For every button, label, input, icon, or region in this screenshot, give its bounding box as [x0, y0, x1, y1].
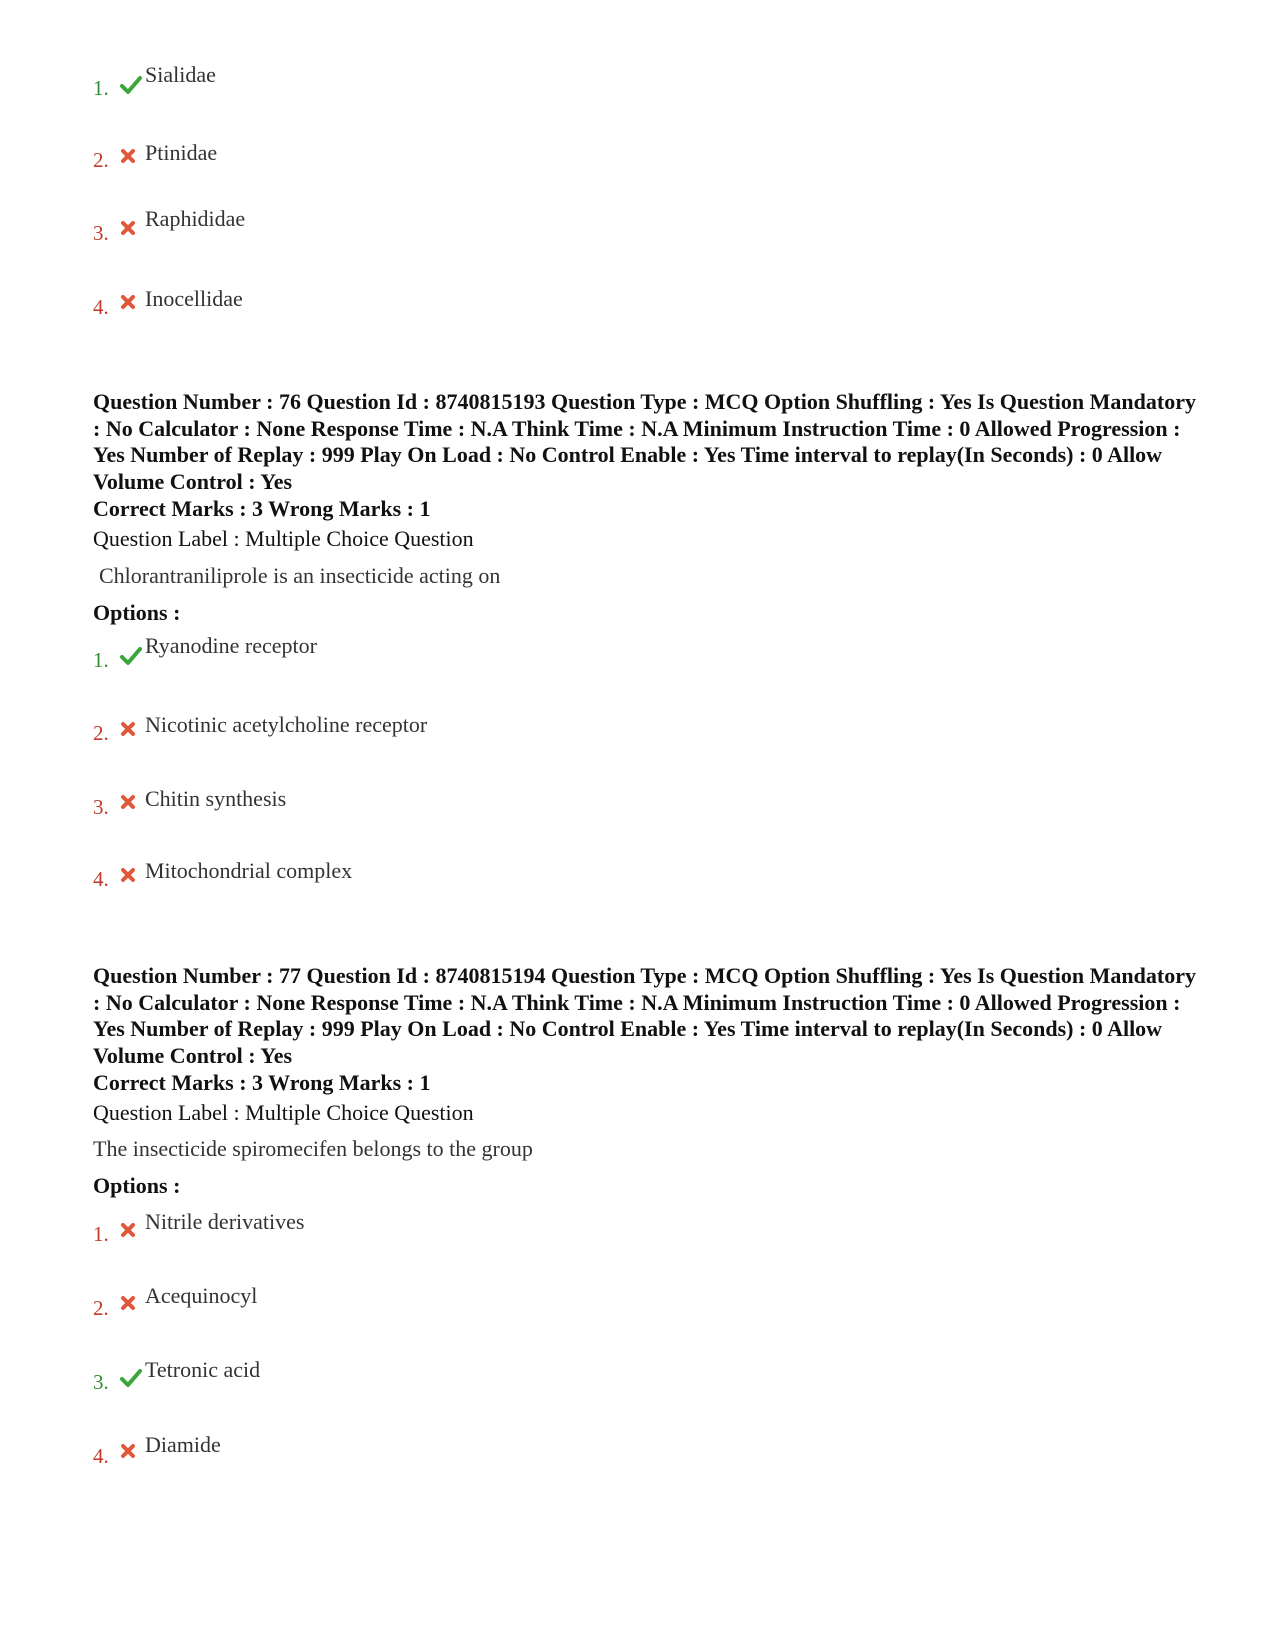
- cross-mark-icon: [120, 1222, 136, 1238]
- option-item: [93, 633, 693, 673]
- options-heading: Options :: [93, 600, 181, 625]
- question-label: Question Label : Multiple Choice Question: [93, 1100, 474, 1125]
- check-mark-icon: [120, 75, 142, 95]
- option-item: [93, 1283, 693, 1323]
- option-number: 4.: [93, 1444, 109, 1468]
- check-mark-icon: [120, 646, 142, 666]
- question-meta: Question Number : 76 Question Id : 8740815193 Question Type : MCQ Option Shuffling : Yes Is Question Mandatory : No Calculator : None Response Time : N.A Think Time : N.A Minimum Instruction Time : 0 Allowed Progression : Yes Number of Replay : 999 Play On Load : No Control Enable : Yes Time interval to replay(In Seconds) : 0 Allow Volume Control : Yes: [93, 389, 1196, 494]
- option-item: [93, 712, 693, 752]
- option-text: Nicotinic acetylcholine receptor: [145, 712, 428, 737]
- option-text: Nitrile derivatives: [145, 1209, 305, 1234]
- question-marks: Correct Marks : 3 Wrong Marks : 1: [93, 1070, 431, 1095]
- option-item: [93, 206, 693, 246]
- option-text: Diamide: [145, 1432, 221, 1457]
- question-meta: Question Number : 77 Question Id : 8740815194 Question Type : MCQ Option Shuffling : Yes Is Question Mandatory : No Calculator : None Response Time : N.A Think Time : N.A Minimum Instruction Time : 0 Allowed Progression : Yes Number of Replay : 999 Play On Load : No Control Enable : Yes Time interval to replay(In Seconds) : 0 Allow Volume Control : Yes: [93, 963, 1196, 1068]
- option-text: Mitochondrial complex: [145, 858, 353, 883]
- option-text: Chitin synthesis: [145, 786, 287, 811]
- option-number: 1.: [93, 76, 109, 100]
- option-text: Sialidae: [145, 62, 216, 87]
- option-text: Ptinidae: [145, 140, 218, 165]
- option-text: Raphididae: [145, 206, 246, 231]
- option-number: 2.: [93, 721, 109, 745]
- option-item: [93, 786, 693, 826]
- option-number: 1.: [93, 1222, 109, 1246]
- options-heading: Options :: [93, 1173, 181, 1198]
- option-number: 1.: [93, 648, 109, 672]
- option-item: [93, 1432, 693, 1472]
- option-text: Acequinocyl: [145, 1283, 258, 1308]
- cross-mark-icon: [120, 1443, 136, 1459]
- question-text: The insecticide spiromecifen belongs to the group: [93, 1136, 533, 1161]
- option-text: Tetronic acid: [145, 1357, 261, 1382]
- question-label: Question Label : Multiple Choice Question: [93, 526, 474, 551]
- option-item: [93, 140, 693, 180]
- question-text: Chlorantraniliprole is an insecticide acting on: [99, 563, 501, 588]
- option-text: Ryanodine receptor: [145, 633, 317, 658]
- cross-mark-icon: [120, 294, 136, 310]
- option-item: [93, 62, 693, 102]
- option-text: Inocellidae: [145, 286, 243, 311]
- option-number: 4.: [93, 295, 109, 319]
- cross-mark-icon: [120, 867, 136, 883]
- option-item: [93, 1357, 693, 1397]
- option-item: [93, 858, 693, 898]
- option-number: 3.: [93, 795, 109, 819]
- option-number: 3.: [93, 221, 109, 245]
- question-marks: Correct Marks : 3 Wrong Marks : 1: [93, 496, 431, 521]
- option-number: 3.: [93, 1370, 109, 1394]
- check-mark-icon: [120, 1368, 142, 1388]
- option-item: [93, 286, 693, 326]
- cross-mark-icon: [120, 220, 136, 236]
- option-item: [93, 1209, 693, 1249]
- option-number: 2.: [93, 1296, 109, 1320]
- cross-mark-icon: [120, 721, 136, 737]
- option-number: 4.: [93, 867, 109, 891]
- option-number: 2.: [93, 148, 109, 172]
- cross-mark-icon: [120, 148, 136, 164]
- cross-mark-icon: [120, 1295, 136, 1311]
- cross-mark-icon: [120, 794, 136, 810]
